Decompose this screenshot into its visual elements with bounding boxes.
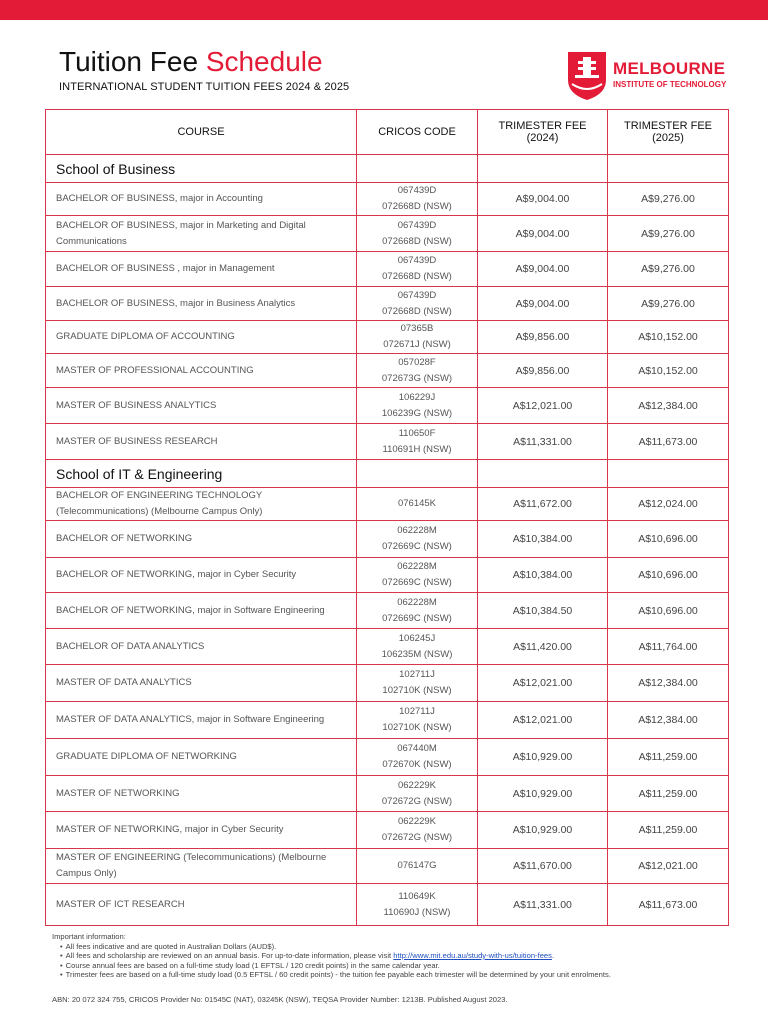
course-name: BACHELOR OF NETWORKING, major in Software Engineering — [46, 593, 357, 629]
table-row — [46, 702, 729, 739]
fee-2024: A$9,856.00 — [478, 321, 608, 354]
fee-2025: A$10,152.00 — [608, 321, 729, 354]
cricos-code-line: 106229J — [398, 391, 436, 403]
cricos-code — [357, 216, 478, 252]
fee-2024: A$12,021.00 — [478, 388, 608, 424]
title-accent: Schedule — [205, 46, 323, 77]
cricos-code — [357, 702, 478, 739]
cricos-code-line: 067439D — [397, 185, 437, 196]
cricos-code — [357, 287, 478, 321]
fee-2025: A$10,696.00 — [608, 558, 729, 593]
course-name: BACHELOR OF NETWORKING, major in Cyber Security — [46, 558, 357, 593]
header-fee-2025 — [608, 110, 729, 155]
empty-cell — [478, 460, 608, 488]
table-row — [46, 849, 729, 884]
fee-2025: A$9,276.00 — [608, 287, 729, 321]
cricos-code-line: 072672G (NSW) — [381, 832, 453, 843]
course-name: MASTER OF BUSINESS ANALYTICS — [46, 388, 357, 424]
fee-2024: A$11,331.00 — [478, 424, 608, 460]
fee-2024: A$11,331.00 — [478, 884, 608, 926]
table-row — [46, 354, 729, 388]
cricos-code-line: 110649K — [398, 890, 436, 902]
course-name: MASTER OF NETWORKING — [46, 776, 357, 812]
cricos-code-line: 102710K (NSW) — [382, 722, 452, 733]
empty-cell — [608, 155, 729, 183]
table-row — [46, 424, 729, 460]
cricos-code-line: 072669C (NSW) — [382, 577, 452, 588]
table-row — [46, 521, 729, 558]
note-item: • Trimester fees are based on a full-time study load (0.5 EFTSL / 60 credit points) - the tuition fee payable each trimester will be determined by your unit enrolments. — [60, 970, 752, 980]
cricos-code-line: 072669C (NSW) — [382, 612, 452, 624]
cricos-code — [357, 593, 478, 629]
table-row — [46, 776, 729, 812]
cricos-code — [357, 424, 478, 460]
cricos-code-line: 072668D (NSW) — [382, 235, 452, 247]
cricos-code-line: 072670K (NSW) — [382, 759, 452, 770]
fee-2025: A$10,696.00 — [608, 521, 729, 558]
course-name: MASTER OF NETWORKING, major in Cyber Security — [46, 812, 357, 849]
fee-2024: A$10,929.00 — [478, 812, 608, 849]
table-row — [46, 739, 729, 776]
brand-name: MELBOURNE — [613, 59, 726, 78]
cricos-code-line: 072671J (NSW) — [383, 339, 451, 350]
empty-cell — [608, 460, 729, 488]
fee-2025: A$11,673.00 — [608, 424, 729, 460]
cricos-code-line: 067439D — [397, 255, 437, 266]
cricos-code-line: 072673G (NSW) — [381, 372, 453, 384]
school-name: School of Business — [46, 155, 357, 183]
course-name: MASTER OF ICT RESEARCH — [46, 884, 357, 926]
table-header-row — [46, 110, 729, 155]
cricos-code-line: 062228M — [397, 561, 437, 572]
table-row — [46, 388, 729, 424]
page-title — [59, 46, 323, 78]
cricos-code-line: 102711J — [399, 669, 435, 680]
course-name: GRADUATE DIPLOMA OF NETWORKING — [46, 739, 357, 776]
cricos-code — [357, 665, 478, 702]
fee-2024: A$11,420.00 — [478, 629, 608, 665]
cricos-code-line: 072668D (NSW) — [382, 305, 452, 317]
cricos-code-line: 067439D — [397, 289, 437, 301]
table-row — [46, 665, 729, 702]
fee-2025: A$9,276.00 — [608, 216, 729, 252]
cricos-code — [357, 849, 478, 884]
course-name: BACHELOR OF BUSINESS , major in Management — [46, 252, 357, 287]
course-name: BACHELOR OF BUSINESS, major in Accounting — [46, 183, 357, 216]
cricos-code — [357, 321, 478, 354]
course-name: MASTER OF BUSINESS RESEARCH — [46, 424, 357, 460]
cricos-code-line: 062228M — [397, 596, 437, 608]
fee-2024: A$12,021.00 — [478, 702, 608, 739]
note-item: • All fees indicative and are quoted in Australian Dollars (AUD$). — [60, 942, 752, 952]
cricos-code-line: 072668D (NSW) — [382, 201, 452, 212]
cricos-code-line: 067439D — [397, 219, 437, 231]
cricos-code-line: 110691H (NSW) — [382, 443, 452, 455]
course-name: MASTER OF DATA ANALYTICS, major in Software Engineering — [46, 702, 357, 739]
course-name: MASTER OF PROFESSIONAL ACCOUNTING — [46, 354, 357, 388]
cricos-code — [357, 388, 478, 424]
table-row — [46, 321, 729, 354]
cricos-code — [357, 183, 478, 216]
fee-2024: A$10,929.00 — [478, 739, 608, 776]
cricos-code-line: 072668D (NSW) — [382, 271, 452, 282]
table-row — [46, 884, 729, 926]
cricos-code-line: 062228M — [397, 525, 437, 536]
fee-2025: A$12,021.00 — [608, 849, 729, 884]
fee-2025: A$11,259.00 — [608, 812, 729, 849]
cricos-code-line: 072669C (NSW) — [382, 541, 452, 552]
cricos-code-line: 076145K — [397, 498, 437, 509]
header-fee-2024-line1: TRIMESTER FEE — [498, 120, 587, 132]
course-name: BACHELOR OF ENGINEERING TECHNOLOGY (Telecommunications) (Melbourne Campus Only) — [46, 488, 357, 521]
brand-subtitle: INSTITUTE OF TECHNOLOGY — [613, 80, 727, 89]
school-section-row — [46, 155, 729, 183]
course-name: GRADUATE DIPLOMA OF ACCOUNTING — [46, 321, 357, 354]
page-subtitle: INTERNATIONAL STUDENT TUITION FEES 2024 & 2025 — [59, 81, 350, 93]
table-row — [46, 488, 729, 521]
cricos-code-line: 062229K — [397, 779, 437, 791]
note-item-review — [60, 951, 752, 961]
header-cricos: CRICOS CODE — [357, 110, 478, 155]
cricos-code — [357, 354, 478, 388]
institute-logo — [566, 50, 726, 102]
cricos-code — [357, 488, 478, 521]
fee-2025: A$11,764.00 — [608, 629, 729, 665]
fee-2024: A$9,004.00 — [478, 252, 608, 287]
header-fee-2025-line1: TRIMESTER FEE — [623, 120, 712, 132]
cricos-code — [357, 629, 478, 665]
fee-2025: A$11,259.00 — [608, 739, 729, 776]
empty-cell — [478, 155, 608, 183]
fee-2025: A$11,673.00 — [608, 884, 729, 926]
fee-2024: A$9,004.00 — [478, 183, 608, 216]
course-name: MASTER OF DATA ANALYTICS — [46, 665, 357, 702]
fee-2025: A$11,259.00 — [608, 776, 729, 812]
mit-shield-logo-icon — [566, 50, 608, 102]
cricos-code-line: 106235M (NSW) — [381, 648, 453, 660]
cricos-code-line: 072672G (NSW) — [381, 795, 453, 807]
top-accent-bar — [0, 0, 768, 20]
course-name: BACHELOR OF DATA ANALYTICS — [46, 629, 357, 665]
header-fee-2024 — [478, 110, 608, 155]
cricos-code-line: 057028F — [398, 356, 436, 368]
cricos-code — [357, 521, 478, 558]
tuition-fees-link[interactable]: http://www.mit.edu.au/study-with-us/tuition-fees — [393, 951, 552, 960]
table-row — [46, 183, 729, 216]
cricos-code — [357, 812, 478, 849]
table-row — [46, 252, 729, 287]
fee-2025: A$12,384.00 — [608, 388, 729, 424]
fee-2025: A$12,384.00 — [608, 665, 729, 702]
cricos-code-line: 067440M — [397, 743, 437, 754]
note-review-suffix: . — [551, 951, 555, 960]
empty-cell — [357, 155, 478, 183]
fee-2025: A$9,276.00 — [608, 252, 729, 287]
fee-2025: A$10,152.00 — [608, 354, 729, 388]
cricos-code-line: 110690J (NSW) — [383, 906, 451, 918]
fee-2024: A$10,384.00 — [478, 558, 608, 593]
fee-2024: A$9,856.00 — [478, 354, 608, 388]
header-fee-2024-line2: (2024) — [526, 132, 559, 144]
cricos-code-line: 076147G — [397, 860, 437, 871]
fee-2024: A$11,670.00 — [478, 849, 608, 884]
table-row — [46, 812, 729, 849]
header-fee-2025-line2: (2025) — [652, 132, 684, 144]
fee-2024: A$10,929.00 — [478, 776, 608, 812]
header-course: COURSE — [46, 110, 357, 155]
school-name: School of IT & Engineering — [46, 460, 357, 488]
footer-abn: ABN: 20 072 324 755, CRICOS Provider No: 01545C (NAT), 03245K (NSW), TEQSA Provider Number: 1213B. Published August 2023. — [52, 995, 508, 1004]
notes-list — [52, 942, 752, 980]
school-section-row — [46, 460, 729, 488]
table-row — [46, 287, 729, 321]
cricos-code — [357, 739, 478, 776]
fee-2024: A$9,004.00 — [478, 287, 608, 321]
table-row — [46, 558, 729, 593]
course-name: BACHELOR OF NETWORKING — [46, 521, 357, 558]
cricos-code-line: 07365B — [400, 323, 434, 334]
cricos-code-line: 110650F — [398, 427, 436, 439]
table-row — [46, 216, 729, 252]
fee-2024: A$10,384.50 — [478, 593, 608, 629]
fee-2024: A$9,004.00 — [478, 216, 608, 252]
tuition-fee-table — [45, 109, 729, 926]
cricos-code — [357, 252, 478, 287]
cricos-code — [357, 558, 478, 593]
fee-2025: A$12,384.00 — [608, 702, 729, 739]
cricos-code — [357, 884, 478, 926]
title-main: Tuition Fee — [59, 46, 199, 77]
cricos-code-line: 102710K (NSW) — [382, 685, 452, 696]
cricos-code-line: 106245J — [398, 632, 436, 644]
fee-2024: A$11,672.00 — [478, 488, 608, 521]
course-name: MASTER OF ENGINEERING (Telecommunications) (Melbourne Campus Only) — [46, 849, 357, 884]
cricos-code — [357, 776, 478, 812]
table-row — [46, 629, 729, 665]
course-name: BACHELOR OF BUSINESS, major in Marketing and Digital Communications — [46, 216, 357, 252]
course-name: BACHELOR OF BUSINESS, major in Business Analytics — [46, 287, 357, 321]
fee-2024: A$10,384.00 — [478, 521, 608, 558]
fee-2025: A$12,024.00 — [608, 488, 729, 521]
notes-heading: Important information: — [52, 932, 126, 941]
fee-2024: A$12,021.00 — [478, 665, 608, 702]
note-item: • Course annual fees are based on a full-time study load (1 EFTSL / 120 credit points) in the same calendar year. — [60, 961, 752, 971]
empty-cell — [357, 460, 478, 488]
important-information — [52, 932, 752, 980]
fee-2025: A$10,696.00 — [608, 593, 729, 629]
cricos-code-line: 062229K — [397, 816, 437, 827]
fee-2025: A$9,276.00 — [608, 183, 729, 216]
cricos-code-line: 102711J — [399, 706, 435, 717]
cricos-code-line: 106239G (NSW) — [381, 407, 453, 419]
note-review-text: All fees and scholarship are reviewed on an annual basis. For up-to-date information, please visit — [65, 951, 392, 960]
table-row — [46, 593, 729, 629]
